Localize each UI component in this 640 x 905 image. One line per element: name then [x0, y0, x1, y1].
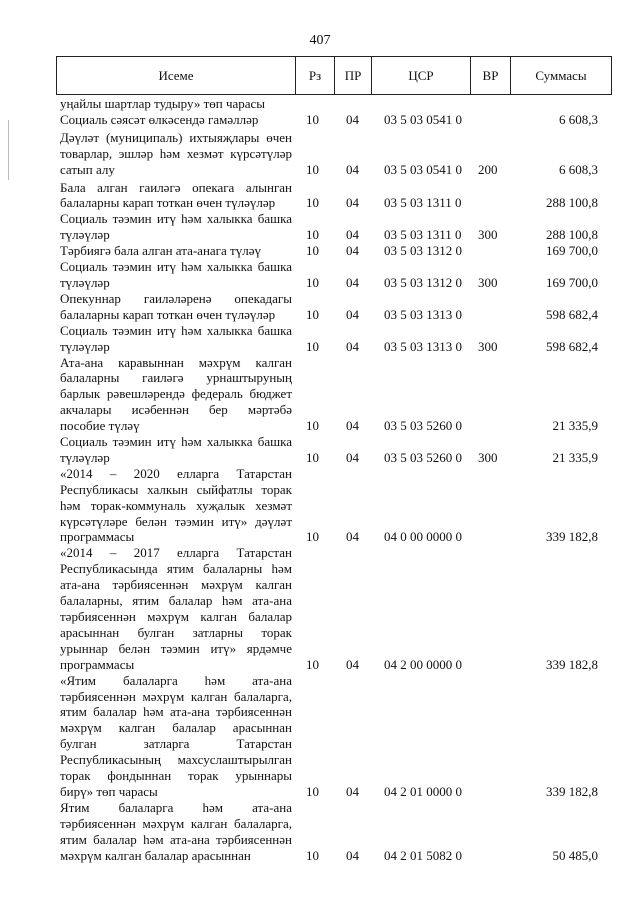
row-pr: 04 — [346, 783, 359, 799]
row-pr: 04 — [346, 449, 359, 465]
row-pr: 04 — [346, 418, 359, 434]
row-sum: 21 335,9 — [552, 449, 598, 465]
row-name — [60, 291, 292, 323]
row-name-line: Республикасында ятим балаларны һәм — [60, 561, 292, 577]
row-name-line: «2014 – 2017 елларга Татарстан — [60, 545, 292, 561]
table-row — [60, 259, 610, 291]
row-pr: 04 — [346, 227, 359, 243]
row-name-line: программасы — [60, 656, 135, 672]
row-rz: 10 — [306, 449, 319, 465]
table-row — [60, 466, 610, 546]
row-name-line: Ата-ана каравыннан мәхрүм калган — [60, 354, 292, 370]
row-name-line: арасыннан булган затларны торак — [60, 624, 292, 640]
header-vr: ВР — [470, 57, 510, 94]
row-name-line: Дәүләт (муниципаль) ихтыяҗлары өчен — [60, 129, 292, 145]
row-csr: 03 5 03 1312 0 — [384, 243, 462, 259]
row-name-line: ятим балалар һәм ата-ана тәрбиясеннән — [60, 831, 292, 847]
row-csr: 04 2 01 0000 0 — [384, 783, 462, 799]
header-rz: Рз — [295, 57, 334, 94]
header-name: Исеме — [158, 68, 194, 83]
header-pr: ПР — [334, 57, 371, 94]
header-sum: Суммасы — [510, 57, 611, 94]
scan-artifact — [8, 120, 9, 180]
row-name-line: торак фондыннан торак урыннары — [60, 768, 292, 784]
row-name — [60, 466, 292, 546]
row-name-line: бирү» төп чарасы — [60, 783, 158, 799]
row-name-line: Республикасының махсуслаштырылган — [60, 752, 292, 768]
row-name — [60, 130, 292, 178]
row-vr: 300 — [478, 338, 498, 354]
row-vr: 300 — [478, 227, 498, 243]
row-csr: 03 5 03 5260 0 — [384, 449, 462, 465]
row-sum: 6 608,3 — [559, 111, 598, 127]
row-name-line: Республикасы халкын сыйфатлы торак — [60, 481, 292, 497]
row-name-line: уңайлы шартлар тудыру» төп чарасы — [60, 96, 266, 111]
row-name-line: мәхрүм калган балалар арасыннан — [60, 720, 292, 736]
row-name-line: Бала алган гаиләгә опекага алынган — [60, 179, 292, 195]
row-name-line: сатып алу — [60, 161, 115, 177]
table-row — [60, 180, 610, 212]
row-sum: 598 682,4 — [546, 338, 598, 354]
row-name-line: түләүләр — [60, 274, 110, 290]
row-vr: 200 — [478, 161, 498, 177]
table-header — [56, 56, 612, 95]
table-row — [60, 112, 610, 128]
row-name — [60, 243, 292, 259]
row-csr: 04 2 00 0000 0 — [384, 656, 462, 672]
row-pr: 04 — [346, 161, 359, 177]
table-row — [60, 323, 610, 355]
row-sum: 598 682,4 — [546, 306, 598, 322]
row-csr: 03 5 03 1313 0 — [384, 306, 462, 322]
row-name — [60, 112, 292, 128]
table-row — [60, 291, 610, 323]
row-rz: 10 — [306, 161, 319, 177]
row-name-line: балаларны карап тоткан өчен түләүләр — [60, 195, 276, 211]
row-pr: 04 — [346, 111, 359, 127]
row-csr: 03 5 03 1311 0 — [384, 195, 462, 211]
row-name-line: балаларны, ятим балалар һәм ата-ана — [60, 593, 292, 609]
row-rz: 10 — [306, 227, 319, 243]
row-pr: 04 — [346, 243, 359, 259]
page-number: 407 — [309, 33, 331, 48]
row-name-line: программасы — [60, 529, 135, 545]
table-row — [60, 243, 610, 259]
row-name-line: урыннар белән тәэмин итү» ярдәмче — [60, 640, 292, 656]
table-row — [60, 96, 610, 112]
row-rz: 10 — [306, 111, 319, 127]
table-row — [60, 130, 610, 178]
row-csr: 04 0 00 0000 0 — [384, 529, 462, 545]
row-name — [60, 323, 292, 355]
table-row — [60, 355, 610, 435]
header-csr: ЦСР — [371, 57, 470, 94]
row-name-line: булган затларга Татарстан — [60, 736, 292, 752]
row-name-line: барлык рәвешләрендә федераль бюджет — [60, 386, 292, 402]
row-sum: 288 100,8 — [546, 227, 598, 243]
row-name-line: түләүләр — [60, 338, 110, 354]
row-pr: 04 — [346, 274, 359, 290]
row-pr: 04 — [346, 656, 359, 672]
row-sum: 288 100,8 — [546, 195, 598, 211]
row-csr: 03 5 03 5260 0 — [384, 418, 462, 434]
row-sum: 169 700,0 — [546, 243, 598, 259]
row-name-line: түләүләр — [60, 227, 110, 243]
row-name-line: Социаль тәэмин итү һәм халыкка башка — [60, 259, 292, 275]
row-name-line: Опекуннар гаиләләренә опекадагы — [60, 290, 292, 306]
row-csr: 03 5 03 0541 0 — [384, 161, 462, 177]
row-pr: 04 — [346, 529, 359, 545]
row-name-line: ата-ана тәрбиясеннән мәхрүм калган — [60, 577, 292, 593]
row-name-line: тәрбиясеннән мәхрүм калган балалар — [60, 609, 292, 624]
row-rz: 10 — [306, 195, 319, 211]
row-name-line: мәхрүм калган балалар арасыннан — [60, 847, 251, 863]
row-sum: 21 335,9 — [552, 418, 598, 434]
row-vr: 300 — [478, 274, 498, 290]
row-rz: 10 — [306, 847, 319, 863]
row-csr: 03 5 03 0541 0 — [384, 111, 462, 127]
row-name — [60, 434, 292, 466]
row-name-line: акчалары исәбеннән бер мәртәбә — [60, 402, 292, 418]
row-rz: 10 — [306, 274, 319, 290]
table-row — [60, 434, 610, 466]
row-name-line: Социаль сәясәт өлкәсендә гамәлләр — [60, 111, 259, 127]
row-name — [60, 355, 292, 435]
row-sum: 339 182,8 — [546, 656, 598, 672]
row-vr: 300 — [478, 449, 498, 465]
row-name-line: түләүләр — [60, 449, 110, 465]
row-sum: 339 182,8 — [546, 783, 598, 799]
row-csr: 03 5 03 1312 0 — [384, 274, 462, 290]
row-name-line: товарлар, эшләр һәм хезмәт күрсәтүләр — [60, 145, 292, 161]
row-sum: 169 700,0 — [546, 274, 598, 290]
row-name-line: тәрбиясеннән мәхрүм калган балаларга, — [60, 688, 292, 704]
row-rz: 10 — [306, 656, 319, 672]
table-row — [60, 673, 610, 800]
row-name — [60, 673, 292, 800]
row-csr: 03 5 03 1313 0 — [384, 338, 462, 354]
row-rz: 10 — [306, 306, 319, 322]
table-row — [60, 800, 610, 864]
row-name-line: Социаль тәэмин итү һәм халыкка башка — [60, 322, 292, 338]
row-name-line: һәм торак-коммуналь хуҗалык хезмәт — [60, 497, 292, 513]
row-rz: 10 — [306, 243, 319, 259]
row-name-line: «Ятим балаларга һәм ата-ана — [60, 672, 292, 688]
row-pr: 04 — [346, 195, 359, 211]
row-name — [60, 180, 292, 212]
table-row — [60, 545, 610, 672]
row-name — [60, 211, 292, 243]
row-csr: 04 2 01 5082 0 — [384, 847, 462, 863]
row-name-line: тәрбиясеннән мәхрүм калган балаларга, — [60, 815, 292, 831]
row-name-line: Ятим балаларга һәм ата-ана — [60, 799, 292, 815]
row-name — [60, 259, 292, 291]
row-rz: 10 — [306, 529, 319, 545]
row-name-line: Социаль тәэмин итү һәм халыкка башка — [60, 434, 292, 450]
row-name-line: Социаль тәэмин итү һәм халыкка башка — [60, 211, 292, 227]
row-rz: 10 — [306, 338, 319, 354]
row-name-line: пособие түләү — [60, 418, 140, 434]
row-csr: 03 5 03 1311 0 — [384, 227, 462, 243]
row-rz: 10 — [306, 418, 319, 434]
row-pr: 04 — [346, 306, 359, 322]
row-name — [60, 800, 292, 864]
row-sum: 339 182,8 — [546, 529, 598, 545]
row-name-line: «2014 – 2020 елларга Татарстан — [60, 465, 292, 481]
row-sum: 50 485,0 — [552, 847, 598, 863]
row-name — [60, 96, 292, 112]
row-name — [60, 545, 292, 672]
row-rz: 10 — [306, 783, 319, 799]
row-pr: 04 — [346, 847, 359, 863]
row-name-line: балаларны карап тоткан өчен түләүләр — [60, 306, 276, 322]
row-name-line: күрсәтүләре белән тәэмин итү» дәүләт — [60, 513, 292, 529]
row-name-line: Тәрбиягә бала алган ата-анага түләү — [60, 243, 261, 259]
row-name-line: балаларны гаиләгә урнаштыруның — [60, 370, 292, 386]
row-pr: 04 — [346, 338, 359, 354]
table-body — [60, 96, 610, 864]
row-sum: 6 608,3 — [559, 161, 598, 177]
row-name-line: ятим балалар һәм ата-ана тәрбиясеннән — [60, 704, 292, 720]
table-row — [60, 211, 610, 243]
